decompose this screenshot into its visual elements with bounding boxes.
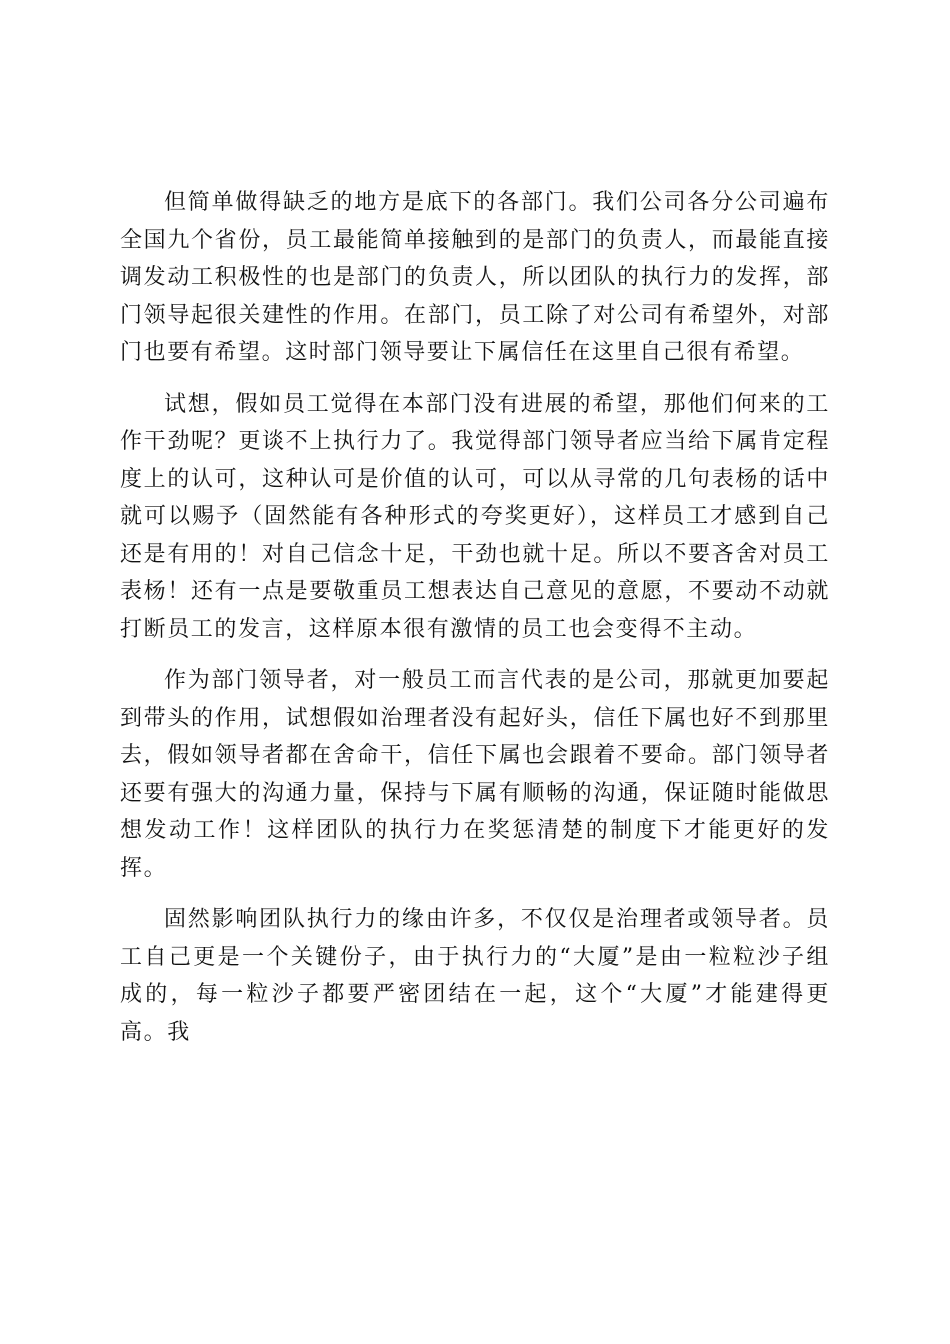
paragraph-4: 固然影响团队执行力的缘由许多，不仅仅是治理者或领导者。员工自己更是一个关键份子，由于执行力的“大厦”是由一粒粒沙子组成的，每一粒沙子都要严密团结在一起，这个“大厦”才能建得更高。我 [120,907,830,1045]
document-body [120,184,830,1065]
paragraph-3: 作为部门领导者，对一般员工而言代表的是公司，那就更加要起到带头的作用，试想假如治理者没有起好头，信任下属也好不到那里去，假如领导者都在舍命干，信任下属也会跟着不要命。部门领导者还要有强大的沟通力量，保持与下属有顺畅的沟通，保证随时能做思想发动工作！这样团队的执行力在奖惩清楚的制度下才能更好的发挥。 [120,668,830,881]
paragraph-1: 但简单做得缺乏的地方是底下的各部门。我们公司各分公司遍布全国九个省份，员工最能简单接触到的是部门的负责人，而最能直接调发动工积极性的也是部门的负责人，所以团队的执行力的发挥，部门领导起很关建性的作用。在部门，员工除了对公司有希望外，对部门也要有希望。这时部门领导要让下属信任在这里自己很有希望。 [120,190,830,365]
paragraph-2: 试想，假如员工觉得在本部门没有进展的希望，那他们何来的工作干劲呢？更谈不上执行力了。我觉得部门领导者应当给下属肯定程度上的认可，这种认可是价值的认可，可以从寻常的几句表杨的话中就可以赐予（固然能有各种形式的夸奖更好），这样员工才感到自己还是有用的！对自己信念十足，干劲也就十足。所以不要吝舍对员工表杨！还有一点是要敬重员工想表达自己意见的意愿，不要动不动就打断员工的发言，这样原本很有激情的员工也会变得不主动。 [120,391,830,642]
